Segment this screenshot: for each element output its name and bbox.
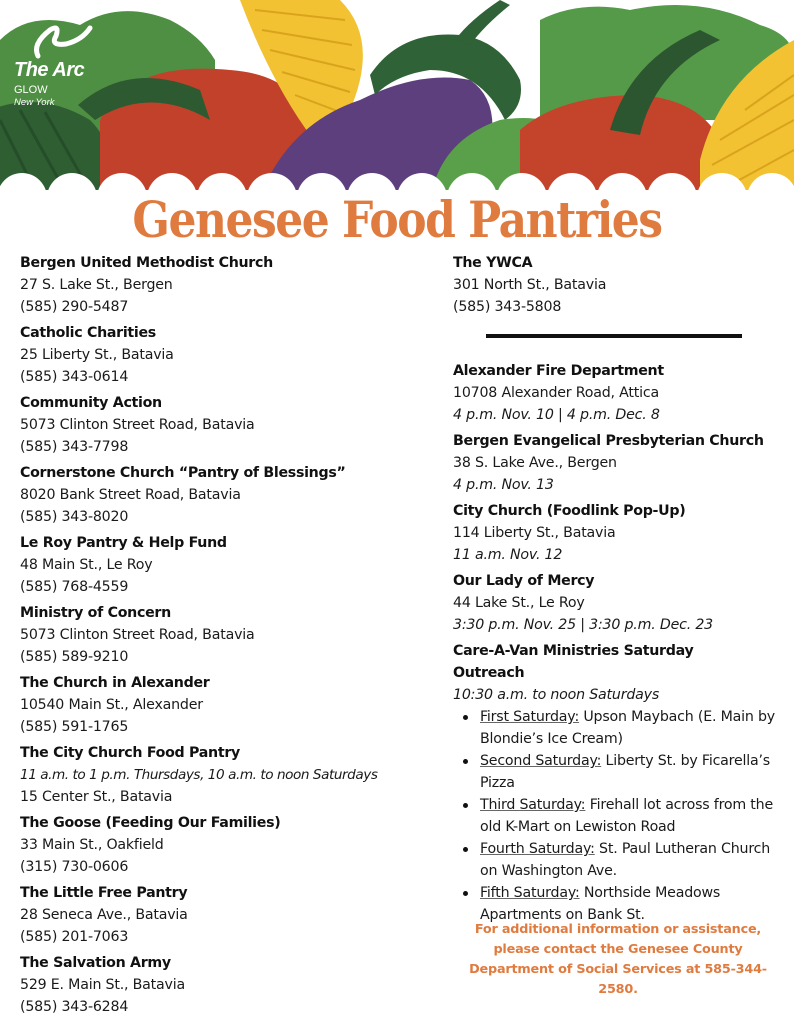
stop-day: Fifth Saturday:	[480, 885, 580, 901]
event-address: 38 S. Lake Ave., Bergen	[453, 455, 617, 471]
event-entry	[453, 430, 783, 496]
pantry-phone: (585) 343-5808	[453, 299, 562, 315]
stop-location: St. Paul Lutheran Church on Washington Ave.	[480, 841, 771, 879]
the-arc-logo	[14, 22, 124, 108]
pantry-address: 27 S. Lake St., Bergen	[20, 277, 173, 293]
pantry-address: 301 North St., Batavia	[453, 277, 607, 293]
event-name: City Church (Foodlink Pop-Up)	[453, 503, 686, 519]
care-a-van-entry	[453, 640, 783, 926]
pantry-address: 8020 Bank Street Road, Batavia	[20, 487, 241, 503]
event-name: Bergen Evangelical Presbyterian Church	[453, 433, 764, 449]
logo-region: New York	[14, 97, 55, 108]
pantry-entry	[20, 532, 440, 598]
event-address: 44 Lake St., Le Roy	[453, 595, 585, 611]
event-time: 4 p.m. Nov. 13	[453, 477, 554, 493]
pantry-name: The Goose (Feeding Our Families)	[20, 815, 281, 831]
stop-location: Liberty St. by Ficarella’s Pizza	[480, 753, 770, 791]
event-time: 3:30 p.m. Nov. 25 | 3:30 p.m. Dec. 23	[453, 617, 713, 633]
pantry-phone: (315) 730-0606	[20, 859, 129, 875]
event-name: Our Lady of Mercy	[453, 573, 595, 589]
event-entry	[453, 360, 783, 426]
care-a-van-time: 10:30 a.m. to noon Saturdays	[453, 687, 660, 703]
pantry-phone: (585) 343-7798	[20, 439, 129, 455]
pantry-phone: (585) 343-6284	[20, 999, 129, 1015]
pantry-name: Ministry of Concern	[20, 605, 171, 621]
care-a-van-name: Care-A-Van Ministries Saturday Outreach	[453, 643, 694, 681]
pantry-entry	[20, 392, 440, 458]
stop-day: Second Saturday:	[480, 753, 602, 769]
logo-glow: GLOW	[14, 84, 48, 96]
pantry-name: The City Church Food Pantry	[20, 745, 240, 761]
arc-swoosh-icon	[22, 22, 102, 60]
pantry-address: 28 Seneca Ave., Batavia	[20, 907, 188, 923]
stop-item	[453, 706, 783, 750]
pantry-name: Cornerstone Church “Pantry of Blessings”	[20, 465, 346, 481]
pantry-name: Catholic Charities	[20, 325, 156, 341]
pantry-phone: (585) 290-5487	[20, 299, 129, 315]
pantry-phone: (585) 591-1765	[20, 719, 129, 735]
pantry-address: 10540 Main St., Alexander	[20, 697, 203, 713]
pantry-entry	[20, 672, 440, 738]
contact-note: For additional information or assistance, please contact the Genesee County Department of Social Services at 585-344-2580.	[469, 922, 767, 997]
care-a-van-stops	[453, 706, 783, 926]
event-address: 10708 Alexander Road, Attica	[453, 385, 659, 401]
pantry-address: 25 Liberty St., Batavia	[20, 347, 174, 363]
pantry-name: The Little Free Pantry	[20, 885, 188, 901]
pantry-name: Community Action	[20, 395, 162, 411]
event-time: 11 a.m. Nov. 12	[453, 547, 563, 563]
pantry-address: 33 Main St., Oakfield	[20, 837, 164, 853]
pantry-entry	[20, 322, 440, 388]
pantry-phone: (585) 768-4559	[20, 579, 129, 595]
pantry-entry	[20, 462, 440, 528]
pantry-entry	[20, 252, 440, 318]
stop-location: Northside Meadows Apartments on Bank St.	[480, 885, 721, 923]
logo-name: The Arc	[14, 59, 85, 81]
stop-day: Fourth Saturday:	[480, 841, 595, 857]
pantry-phone: (585) 589-9210	[20, 649, 129, 665]
pantry-phone: (585) 343-8020	[20, 509, 129, 525]
pantry-address: 5073 Clinton Street Road, Batavia	[20, 417, 255, 433]
event-address: 114 Liberty St., Batavia	[453, 525, 616, 541]
stop-item	[453, 838, 783, 882]
pantry-name: The Salvation Army	[20, 955, 171, 971]
stop-item	[453, 750, 783, 794]
pantry-entry	[20, 882, 440, 948]
event-time: 4 p.m. Nov. 10 | 4 p.m. Dec. 8	[453, 407, 660, 423]
stop-item	[453, 794, 783, 838]
pantry-phone: (585) 343-0614	[20, 369, 129, 385]
stop-location: Upson Maybach (E. Main by Blondie’s Ice Cream)	[480, 709, 775, 747]
pantry-phone: (585) 201-7063	[20, 929, 129, 945]
event-entry	[453, 500, 783, 566]
pantry-entry	[20, 952, 440, 1018]
pantry-list-right	[453, 252, 783, 930]
pantry-name: Le Roy Pantry & Help Fund	[20, 535, 227, 551]
stop-location: Firehall lot across from the old K-Mart on Lewiston Road	[480, 797, 773, 835]
pantry-address: 48 Main St., Le Roy	[20, 557, 153, 573]
pantry-entry	[20, 602, 440, 668]
stop-day: Third Saturday:	[480, 797, 586, 813]
pantry-name: Bergen United Methodist Church	[20, 255, 273, 271]
stop-day: First Saturday:	[480, 709, 580, 725]
pantry-list-left	[20, 252, 440, 1022]
pantry-address: 5073 Clinton Street Road, Batavia	[20, 627, 255, 643]
event-entry	[453, 570, 783, 636]
section-divider	[486, 334, 742, 338]
pantry-address: 529 E. Main St., Batavia	[20, 977, 185, 993]
pantry-address: 15 Center St., Batavia	[20, 789, 173, 805]
pantry-entry	[20, 812, 440, 878]
pantry-entry	[453, 252, 783, 318]
event-name: Alexander Fire Department	[453, 363, 664, 379]
pantry-hours: 11 a.m. to 1 p.m. Thursdays, 10 a.m. to noon Saturdays	[20, 767, 378, 783]
pantry-entry	[20, 742, 440, 808]
pantry-name: The YWCA	[453, 255, 533, 271]
page-title: Genesee Food Pantries	[132, 192, 662, 250]
pantry-name: The Church in Alexander	[20, 675, 210, 691]
